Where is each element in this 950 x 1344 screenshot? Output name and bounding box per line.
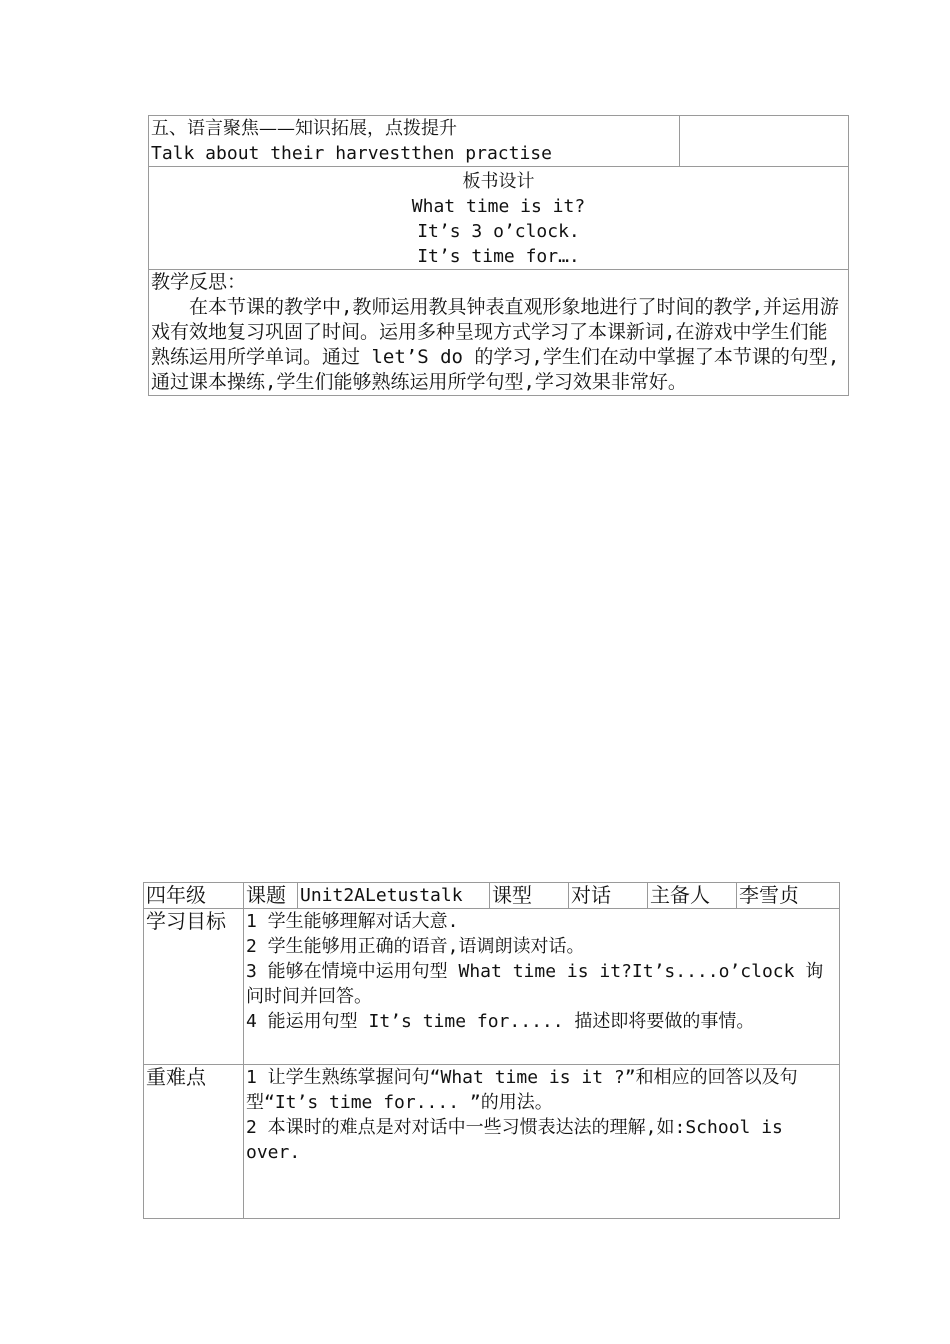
section5-row xyxy=(149,116,849,167)
type-cell: 对话 xyxy=(569,883,648,909)
preparer-cell: 李雪贞 xyxy=(737,883,840,909)
lesson-header-row xyxy=(144,883,840,909)
section5-text: Talk about their harvestthen practise xyxy=(151,143,552,164)
goal-item: 2 学生能够用正确的语音,语调朗读对话。 xyxy=(246,936,585,957)
board-heading: 板书设计 xyxy=(462,171,535,192)
board-line: It’s 3 o’clock. xyxy=(417,221,580,242)
key-point-item: 2 本课时的难点是对对话中一些习惯表达法的理解,如:School is over. xyxy=(246,1117,783,1163)
lesson-info-table xyxy=(143,882,840,1219)
key-points-row xyxy=(144,1065,840,1219)
reflection-row xyxy=(149,270,849,396)
board-line: It’s time for…. xyxy=(417,246,580,267)
topic-cell: Unit2ALetustalk xyxy=(298,883,490,909)
preparer-label-cell: 主备人 xyxy=(648,883,737,909)
lesson-plan-table-top xyxy=(148,115,849,396)
key-point-item: 1 让学生熟练掌握问句“What time is it ?”和相应的回答以及句型“It’s time for.... ”的用法。 xyxy=(246,1067,798,1113)
section5-cell xyxy=(149,116,680,167)
goal-item: 1 学生能够理解对话大意. xyxy=(246,911,459,932)
key-points-cell xyxy=(244,1065,840,1219)
goal-item: 3 能够在情境中运用句型 What time is it?It’s....o’clock 询问时间并回答。 xyxy=(246,961,824,1007)
reflection-label: 教学反思： xyxy=(151,271,247,293)
board-design-row xyxy=(149,167,849,270)
goals-cell xyxy=(244,909,840,1065)
type-label-cell: 课型 xyxy=(490,883,569,909)
board-design-cell xyxy=(149,167,849,270)
goals-row xyxy=(144,909,840,1065)
goals-label-cell: 学习目标 xyxy=(144,909,244,1065)
reflection-cell xyxy=(149,270,849,396)
section5-right-cell xyxy=(680,116,849,167)
grade-cell: 四年级 xyxy=(144,883,244,909)
section5-title: 五、语言聚焦——知识拓展，点拨提升 xyxy=(151,118,457,139)
key-label-cell: 重难点 xyxy=(144,1065,244,1219)
reflection-body: 在本节课的教学中,教师运用教具钟表直观形象地进行了时间的教学,并运用游戏有效地复习巩固了时间。运用多种呈现方式学习了本课新词,在游戏中学生们能熟练运用所学单词。通过 let’S do 的学习,学生们在动中掌握了本节课的句型,通过课本操练,学生们能够熟练运用所学句型,学习效果非常好。 xyxy=(151,296,840,393)
goal-item: 4 能运用句型 It’s time for..... 描述即将要做的事情。 xyxy=(246,1011,755,1032)
board-line: What time is it? xyxy=(411,196,586,217)
topic-label-cell: 课题 xyxy=(244,883,298,909)
